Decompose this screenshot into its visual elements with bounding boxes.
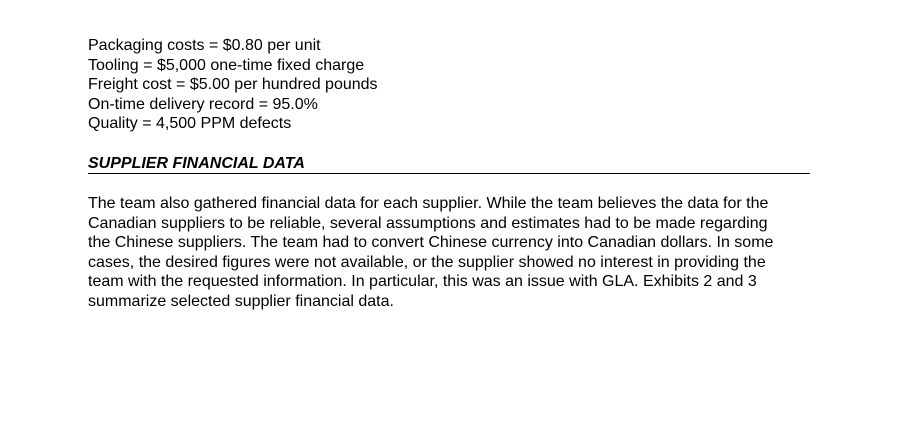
spec-freight-cost: Freight cost = $5.00 per hundred pounds bbox=[88, 76, 378, 94]
spec-quality: Quality = 4,500 PPM defects bbox=[88, 115, 292, 133]
cost-spec-list bbox=[88, 36, 810, 134]
document-page bbox=[88, 36, 810, 328]
section-heading: SUPPLIER FINANCIAL DATA bbox=[88, 154, 810, 174]
spec-tooling: Tooling = $5,000 one-time fixed charge bbox=[88, 56, 365, 74]
section-paragraph: The team also gathered financial data for each supplier. While the team believes the data for the Canadian suppliers to be reliable, several assumptions and estimates had to be made regarding the Chinese suppliers. The team had to convert Chinese currency into Canadian dollars. In some cases, the desired figures were not available, or the supplier showed no interest in providing the team with the requested information. In particular, this was an issue with GLA. Exhibits 2 and 3 summarize selected supplier financial data. bbox=[88, 194, 774, 310]
spec-on-time-delivery: On-time delivery record = 95.0% bbox=[88, 95, 318, 113]
spec-packaging-costs: Packaging costs = $0.80 per unit bbox=[88, 37, 321, 54]
